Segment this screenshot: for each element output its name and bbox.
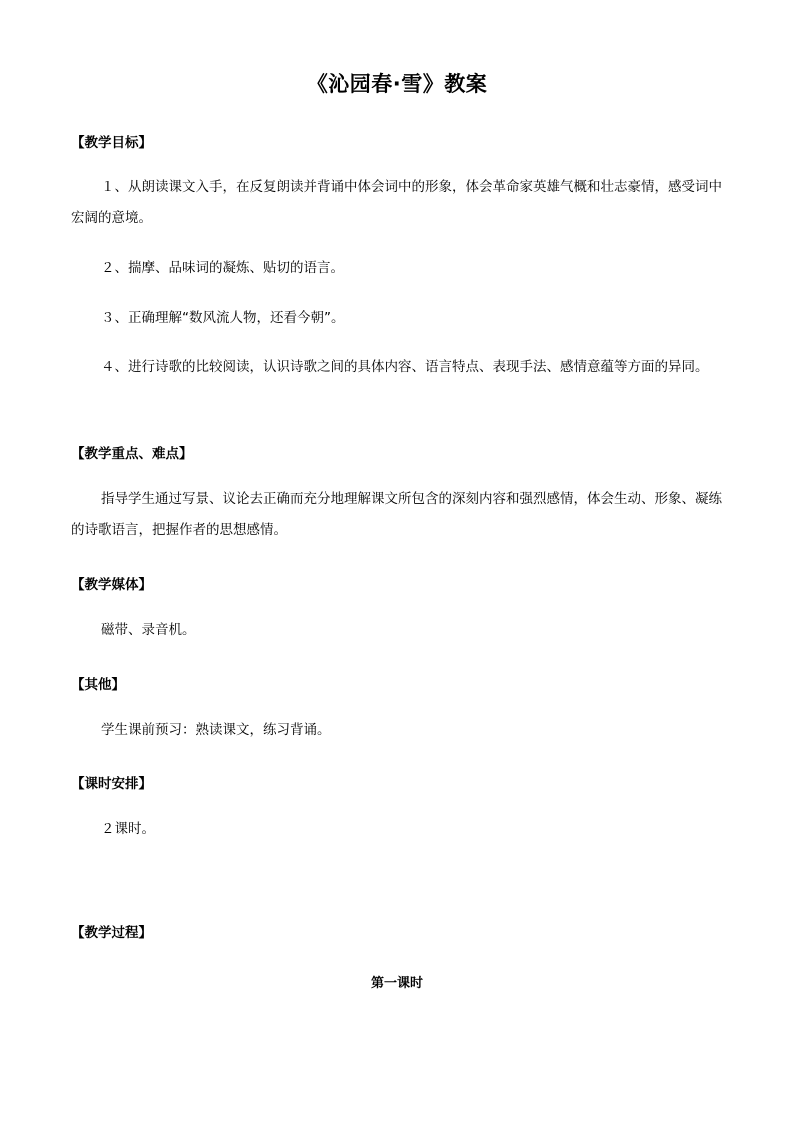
section-heading-other: 【其他】 [71,677,125,693]
other-text: 学生课前预习：熟读课文，练习背诵。 [101,722,331,738]
objective-item-2: ２、揣摩、品味词的凝炼、贴切的语言。 [101,260,344,276]
section-heading-schedule: 【课时安排】 [71,776,152,792]
media-text: 磁带、录音机。 [101,622,196,638]
section-heading-process: 【教学过程】 [71,925,152,941]
section-heading-objectives: 【教学目标】 [71,135,152,151]
section-heading-media: 【教学媒体】 [71,577,152,593]
objective-item-1: １、从朗读课文入手，在反复朗读并背诵中体会词中的形象，体会革命家英雄气概和壮志豪情，感受词中宏阔的意境。 [71,179,722,226]
document-title: 《沁园春·雪》教案 [306,72,488,96]
objective-item-4: ４、进行诗歌的比较阅读，认识诗歌之间的具体内容、语言特点、表现手法、感情意蕴等方面的异同。 [101,359,709,375]
schedule-text: ２课时。 [101,821,155,837]
lesson-sub-heading: 第一课时 [370,976,423,991]
objective-item-3: ３、正确理解“数风流人物，还看今朝”。 [101,310,345,326]
section-heading-key-points: 【教学重点、难点】 [71,446,193,462]
key-points-text: 指导学生通过写景、议论去正确而充分地理解课文所包含的深刻内容和强烈感情，体会生动、形象、凝练的诗歌语言，把握作者的思想感情。 [71,491,722,538]
